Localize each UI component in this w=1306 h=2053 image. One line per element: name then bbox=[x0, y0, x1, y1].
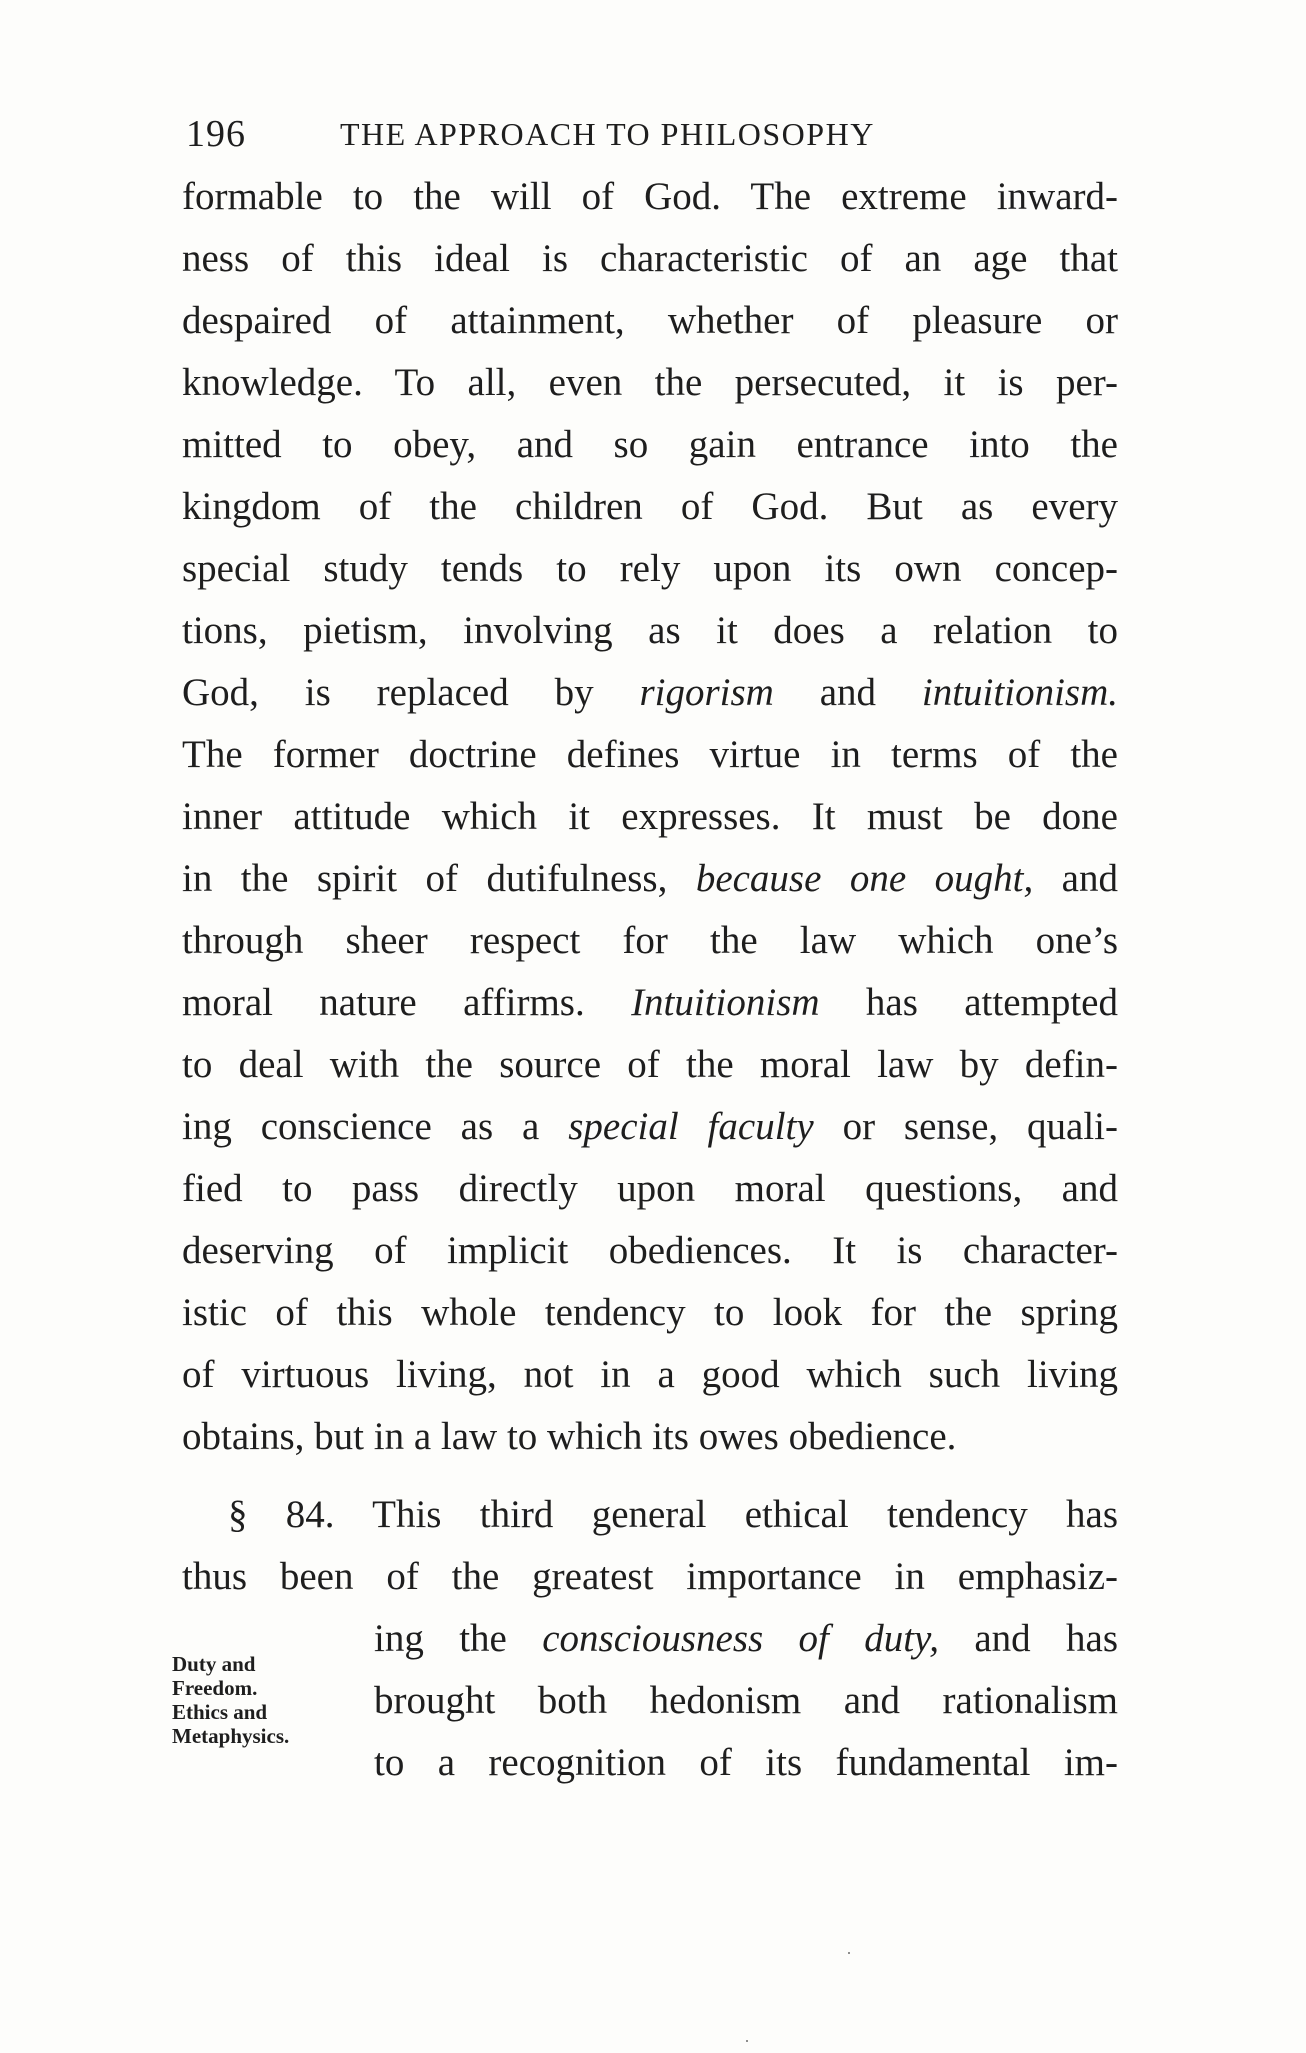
paper-speck bbox=[848, 1952, 850, 1954]
text-line: brought both hedonism and rationalism bbox=[374, 1679, 1118, 1722]
text-line: deserving of implicit obediences. It is character- bbox=[182, 1229, 1118, 1272]
text-line: mitted to obey, and so gain entrance into the bbox=[182, 423, 1118, 466]
marginal-note bbox=[172, 1652, 352, 1748]
text-line: fied to pass directly upon moral questions, and bbox=[182, 1167, 1118, 1210]
text-line: in the spirit of dutifulness, because one ought, and bbox=[182, 857, 1118, 900]
text-line: kingdom of the children of God. But as every bbox=[182, 485, 1118, 528]
text-line: of virtuous living, not in a good which such living bbox=[182, 1353, 1118, 1396]
text-line: The former doctrine defines virtue in terms of the bbox=[182, 733, 1118, 776]
marginal-note-line: Metaphysics. bbox=[172, 1724, 290, 1748]
section-start-line: § 84. This third general ethical tendency has bbox=[228, 1493, 1118, 1536]
text-line: to deal with the source of the moral law by defin- bbox=[182, 1043, 1118, 1086]
text-line: ing conscience as a special faculty or sense, quali- bbox=[182, 1105, 1118, 1148]
paper-speck bbox=[746, 2040, 748, 2042]
text-line: ness of this ideal is characteristic of an age that bbox=[182, 237, 1118, 280]
text-line: inner attitude which it expresses. It must be done bbox=[182, 795, 1118, 838]
marginal-note-line: Ethics and bbox=[172, 1700, 268, 1724]
text-line: God, is replaced by rigorism and intuitionism. bbox=[182, 671, 1118, 714]
marginal-note-line: Duty and bbox=[172, 1652, 256, 1676]
text-line: despaired of attainment, whether of pleasure or bbox=[182, 299, 1118, 342]
text-line: thus been of the greatest importance in emphasiz- bbox=[182, 1555, 1118, 1598]
text-line: formable to the will of God. The extreme inward- bbox=[182, 175, 1118, 218]
text-line: obtains, but in a law to which its owes obedience. bbox=[182, 1415, 957, 1458]
text-line: through sheer respect for the law which one’s bbox=[182, 919, 1118, 962]
text-line: to a recognition of its fundamental im- bbox=[374, 1741, 1118, 1784]
running-title: THE APPROACH TO PHILOSOPHY bbox=[340, 116, 875, 152]
page-header bbox=[186, 112, 1136, 162]
text-line: istic of this whole tendency to look for the spring bbox=[182, 1291, 1118, 1334]
marginal-note-line: Freedom. bbox=[172, 1676, 258, 1700]
page-number: 196 bbox=[186, 113, 246, 155]
text-line: moral nature affirms. Intuitionism has attempted bbox=[182, 981, 1118, 1024]
text-line: ing the consciousness of duty, and has bbox=[374, 1617, 1118, 1660]
text-line: tions, pietism, involving as it does a relation to bbox=[182, 609, 1118, 652]
text-line: special study tends to rely upon its own concep- bbox=[182, 547, 1118, 590]
text-line: knowledge. To all, even the persecuted, it is per- bbox=[182, 361, 1118, 404]
